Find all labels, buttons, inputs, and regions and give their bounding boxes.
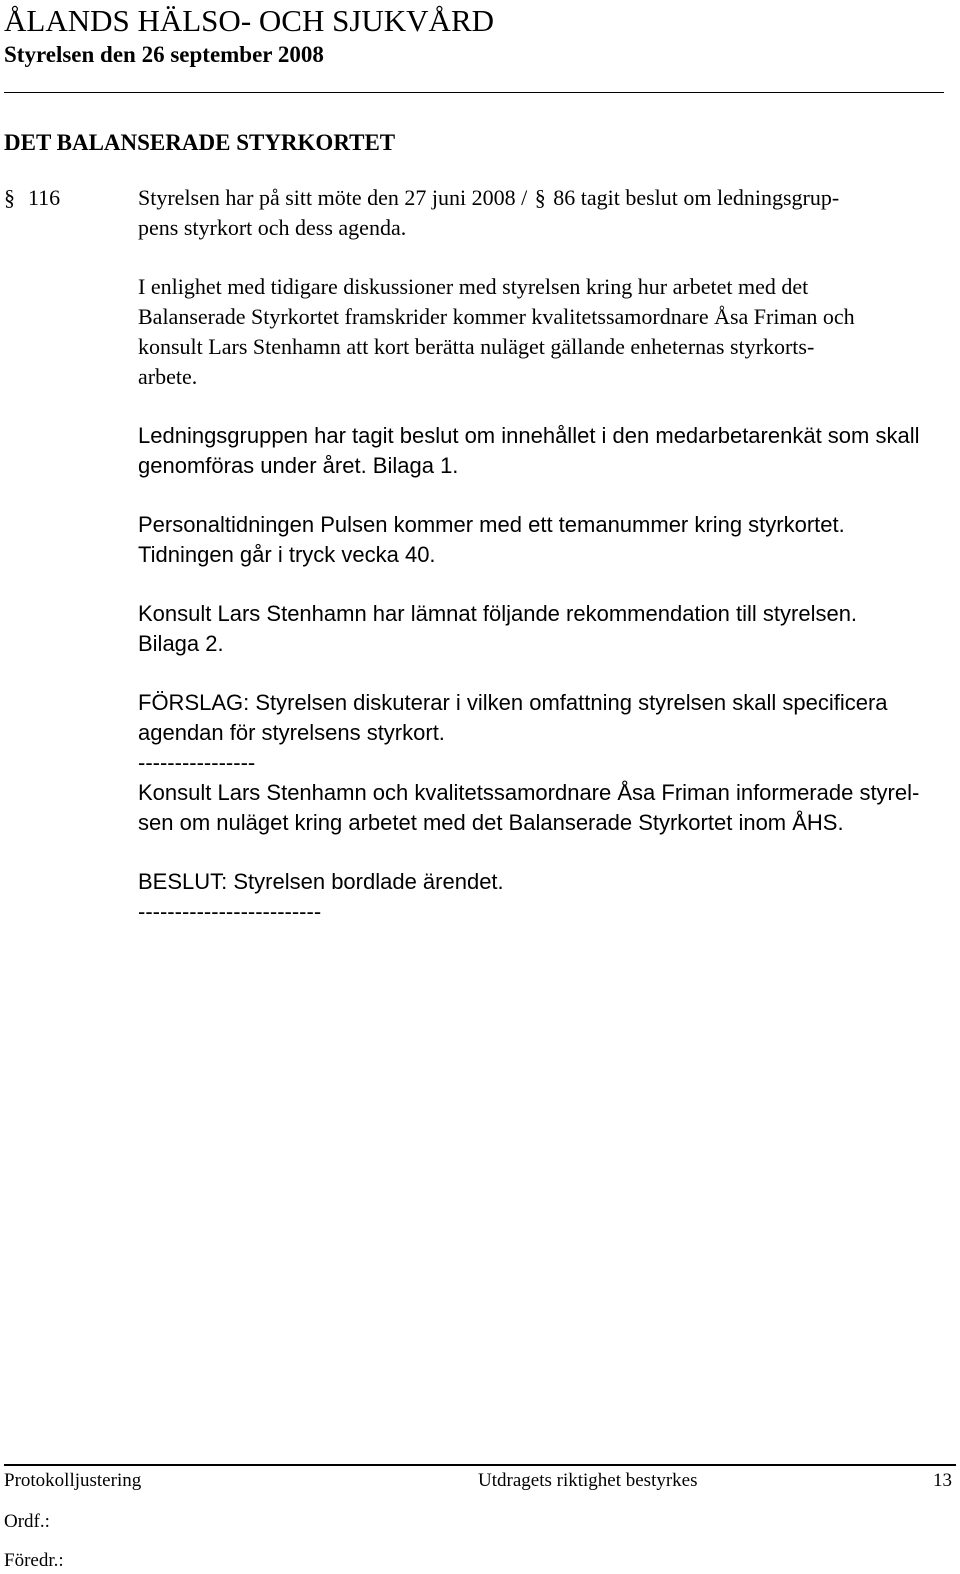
paragraph-proposal-line-2: agendan för styrelsens styrkort. [138,720,445,745]
header-divider [4,92,944,93]
section-heading: DET BALANSERADE STYRKORTET [4,130,396,155]
paragraph-survey [138,421,953,481]
paragraph-decision [138,867,953,927]
paragraph-status-line-4: arbete. [138,364,198,389]
paragraph-newsletter [138,510,953,570]
paragraph-recommendation-line-1: Konsult Lars Stenhamn har lämnat följande rekommendation till styrelsen. [138,601,858,626]
paragraph-intro [138,183,953,243]
footer-protocol-adjustment: Protokolljustering [4,1470,142,1491]
paragraph-symbol-inline: § [534,185,546,210]
paragraph-intro-line-1 [138,183,953,213]
footer-chair-signature-label: Ordf.: [4,1511,50,1532]
separator-dashes-1: ---------------- [138,750,256,775]
footer-certification: Utdragets riktighet bestyrkes [478,1470,698,1491]
footer-divider [4,1464,956,1466]
paragraph-status [138,272,953,392]
paragraph-newsletter-line-1: Personaltidningen Pulsen kommer med ett temanummer kring styrkortet. [138,512,845,537]
paragraph-recommendation-line-2: Bilaga 2. [138,631,224,656]
paragraph-status-line-1: I enlighet med tidigare diskussioner med styrelsen kring hur arbetet med det [138,274,809,299]
paragraph-newsletter-line-2: Tidningen går i tryck vecka 40. [138,542,436,567]
intro-reference: 86 tagit beslut om ledningsgrup- [553,185,840,210]
document-body [138,183,953,927]
paragraph-symbol: § [4,185,15,210]
paragraph-status-line-3: konsult Lars Stenhamn att kort berätta nuläget gällande enheternas styrkorts- [138,334,815,359]
intro-text: Styrelsen har på sitt möte den 27 juni 2008 / [138,185,528,210]
organization-title: ÅLANDS HÄLSO- OCH SJUKVÅRD [4,3,495,38]
page-number: 13 [933,1470,952,1491]
paragraph-status-line-2: Balanserade Styrkortet framskrider kommer kvalitetssamordnare Åsa Friman och [138,304,855,329]
paragraph-survey-line-1: Ledningsgruppen har tagit beslut om innehållet i den medarbetarenkät som skall [138,423,920,448]
paragraph-proposal-line-1: FÖRSLAG: Styrelsen diskuterar i vilken omfattning styrelsen skall specificera [138,690,888,715]
paragraph-informed-line-1: Konsult Lars Stenhamn och kvalitetssamordnare Åsa Friman informerade styrel- [138,780,920,805]
separator-dashes-2: ------------------------- [138,899,322,924]
paragraph-proposal [138,688,953,838]
paragraph-intro-line-2: pens styrkort och dess agenda. [138,215,407,240]
paragraph-informed-line-2: sen om nuläget kring arbetet med det Balanserade Styrkortet inom ÅHS. [138,810,844,835]
paragraph-survey-line-2: genomföras under året. Bilaga 1. [138,453,459,478]
decision-text: BESLUT: Styrelsen bordlade ärendet. [138,869,504,894]
meeting-date: Styrelsen den 26 september 2008 [4,42,324,67]
footer-presenter-signature-label: Föredr.: [4,1550,64,1571]
paragraph-number: 116 [28,185,61,210]
paragraph-recommendation [138,599,953,659]
